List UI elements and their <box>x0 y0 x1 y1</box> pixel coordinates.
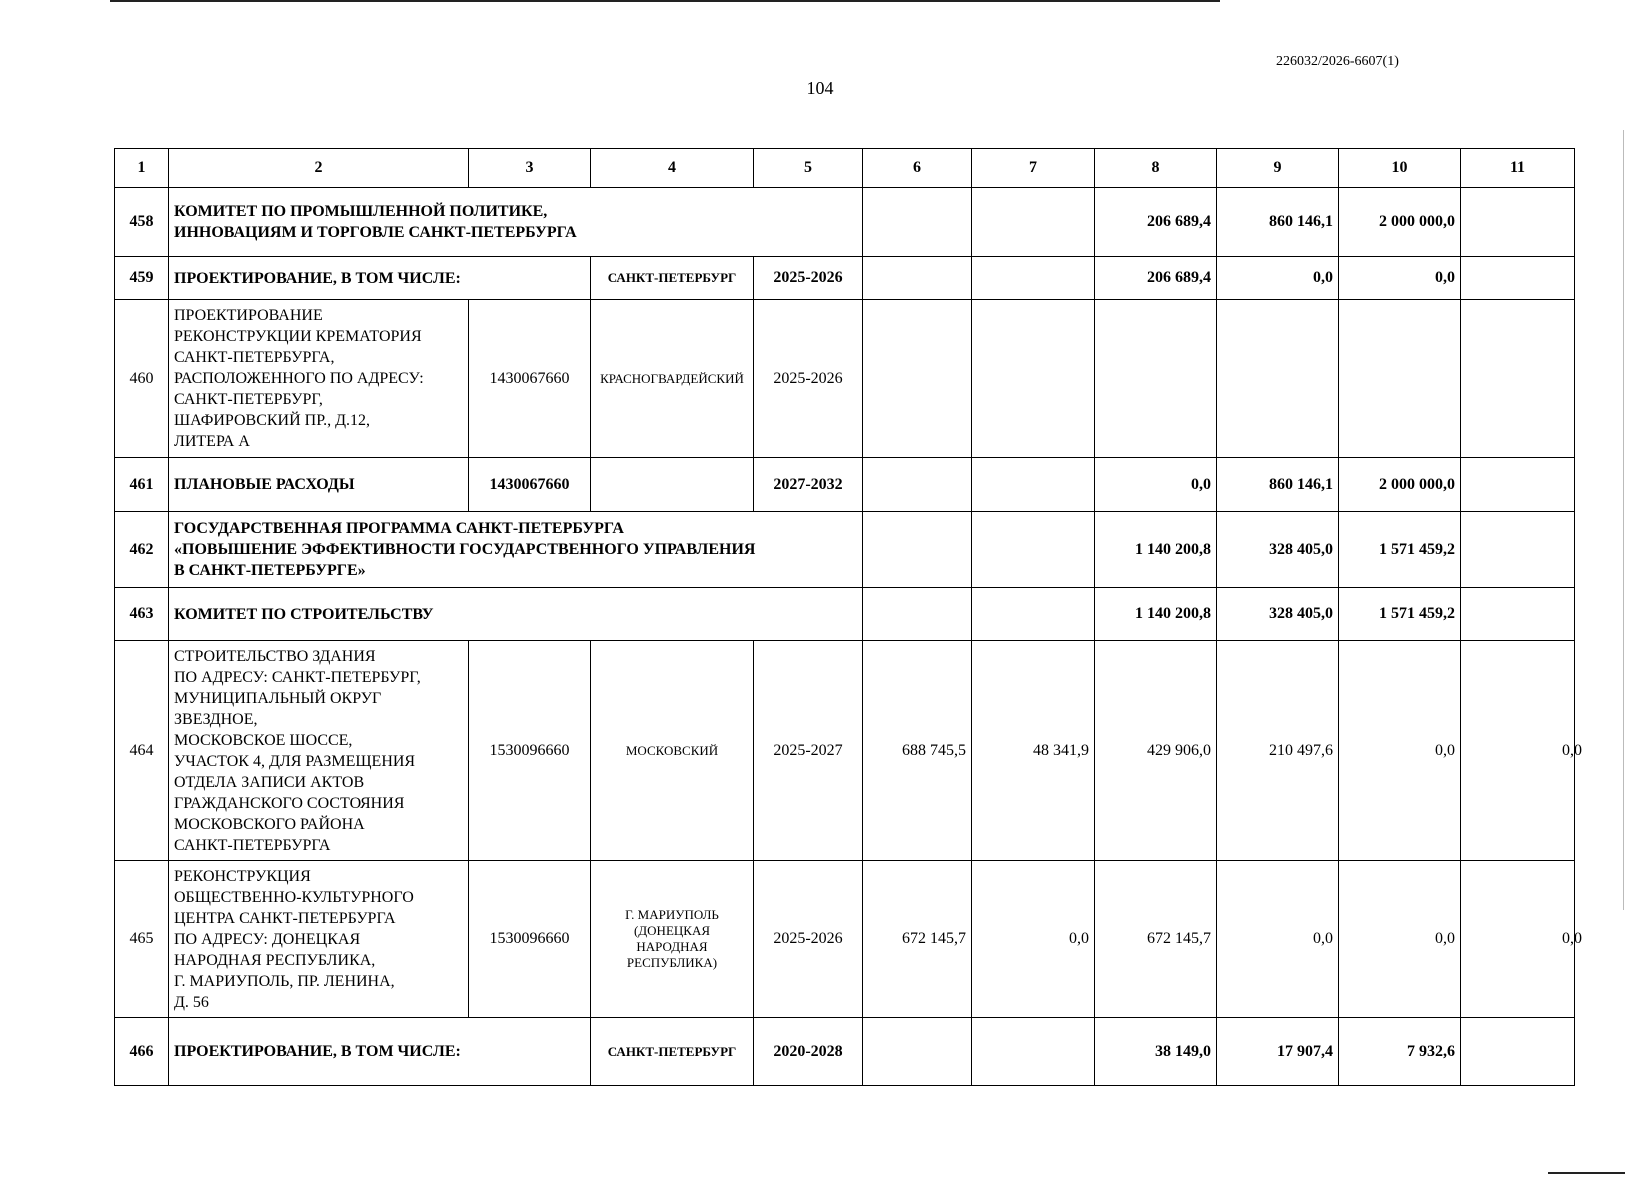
row-name: ПРОЕКТИРОВАНИЕ РЕКОНСТРУКЦИИ КРЕМАТОРИЯ САНКТ-ПЕТЕРБУРГА, РАСПОЛОЖЕННОГО ПО АДРЕСУ: САНКТ-ПЕТЕРБУРГ, ШАФИРОВСКИЙ ПР., Д.12, ЛИТЕРА А <box>169 300 469 458</box>
period-cell: 2025-2026 <box>754 300 863 458</box>
table-row <box>115 1018 1575 1086</box>
column-header: 1 <box>115 149 169 188</box>
table-row <box>115 257 1575 300</box>
value-cell <box>1461 300 1575 458</box>
district-cell: САНКТ-ПЕТЕРБУРГ <box>591 257 754 300</box>
column-header: 4 <box>591 149 754 188</box>
table-row <box>115 458 1575 512</box>
period-cell: 2025-2026 <box>754 861 863 1018</box>
value-cell <box>1461 188 1575 257</box>
value-cell <box>972 512 1095 588</box>
value-cell <box>1095 300 1217 458</box>
code-cell: 1430067660 <box>469 300 591 458</box>
district-cell: САНКТ-ПЕТЕРБУРГ <box>591 1018 754 1086</box>
value-cell <box>1461 257 1575 300</box>
table-row <box>115 641 1575 861</box>
column-header: 6 <box>863 149 972 188</box>
row-number: 465 <box>115 861 169 1018</box>
column-header: 8 <box>1095 149 1217 188</box>
value-cell: 7 932,6 <box>1339 1018 1461 1086</box>
value-cell: 48 341,9 <box>972 641 1095 861</box>
value-cell: 2 000 000,0 <box>1339 458 1461 512</box>
value-cell <box>1461 588 1575 641</box>
period-cell: 2025-2026 <box>754 257 863 300</box>
row-name: КОМИТЕТ ПО СТРОИТЕЛЬСТВУ <box>169 588 863 641</box>
row-number: 460 <box>115 300 169 458</box>
row-number: 459 <box>115 257 169 300</box>
value-cell: 0,0 <box>1339 257 1461 300</box>
value-cell <box>863 512 972 588</box>
value-cell <box>863 300 972 458</box>
value-cell: 17 907,4 <box>1217 1018 1339 1086</box>
budget-table <box>114 148 1582 1086</box>
value-cell: 860 146,1 <box>1217 188 1339 257</box>
row-number: 464 <box>115 641 169 861</box>
value-cell: 328 405,0 <box>1217 512 1339 588</box>
value-cell: 0,0 <box>1339 861 1461 1018</box>
row-number: 458 <box>115 188 169 257</box>
value-cell: 429 906,0 <box>1095 641 1217 861</box>
period-cell: 2027-2032 <box>754 458 863 512</box>
period-cell: 2020-2028 <box>754 1018 863 1086</box>
value-cell: 0,0 <box>972 861 1095 1018</box>
value-cell: 0,0 <box>1095 458 1217 512</box>
value-cell <box>972 458 1095 512</box>
column-header: 9 <box>1217 149 1339 188</box>
value-text: 0,0 <box>1562 741 1582 759</box>
district-cell: Г. МАРИУПОЛЬ (ДОНЕЦКАЯ НАРОДНАЯ РЕСПУБЛИКА) <box>591 861 754 1018</box>
column-header: 7 <box>972 149 1095 188</box>
district-cell: МОСКОВСКИЙ <box>591 641 754 861</box>
page-number: 104 <box>806 78 834 98</box>
district-cell <box>591 458 754 512</box>
value-cell <box>863 1018 972 1086</box>
scan-edge-top <box>110 0 1220 2</box>
value-cell: 1 140 200,8 <box>1095 588 1217 641</box>
row-name: СТРОИТЕЛЬСТВО ЗДАНИЯ ПО АДРЕСУ: САНКТ-ПЕТЕРБУРГ, МУНИЦИПАЛЬНЫЙ ОКРУГ ЗВЕЗДНОЕ, МОСКОВСКОЕ ШОССЕ, УЧАСТОК 4, ДЛЯ РАЗМЕЩЕНИЯ ОТДЕЛА ЗАПИСИ АКТОВ ГРАЖДАНСКОГО СОСТОЯНИЯ МОСКОВСКОГО РАЙОНА САНКТ-ПЕТЕРБУРГА <box>169 641 469 861</box>
value-cell: 688 745,5 <box>863 641 972 861</box>
value-cell <box>1461 641 1582 861</box>
row-name: ПЛАНОВЫЕ РАСХОДЫ <box>169 458 469 512</box>
table-row <box>115 188 1575 257</box>
value-cell <box>972 300 1095 458</box>
value-cell <box>972 1018 1095 1086</box>
value-cell <box>1461 861 1582 1018</box>
value-cell: 210 497,6 <box>1217 641 1339 861</box>
value-cell: 0,0 <box>1217 861 1339 1018</box>
value-cell <box>1217 300 1339 458</box>
row-number: 463 <box>115 588 169 641</box>
column-header: 5 <box>754 149 863 188</box>
column-header-row <box>115 149 1575 188</box>
column-header: 2 <box>169 149 469 188</box>
value-cell <box>972 257 1095 300</box>
value-cell <box>863 588 972 641</box>
scan-edge-bottom <box>1548 1172 1625 1174</box>
value-cell <box>1461 458 1575 512</box>
value-cell <box>863 188 972 257</box>
value-text: 0,0 <box>1562 930 1582 947</box>
column-header: 3 <box>469 149 591 188</box>
code-cell: 1530096660 <box>469 641 591 861</box>
value-cell: 860 146,1 <box>1217 458 1339 512</box>
row-number: 466 <box>115 1018 169 1086</box>
table-row <box>115 588 1575 641</box>
value-cell <box>972 588 1095 641</box>
district-cell: КРАСНОГВАРДЕЙСКИЙ <box>591 300 754 458</box>
value-cell <box>1461 1018 1575 1086</box>
row-name: КОМИТЕТ ПО ПРОМЫШЛЕННОЙ ПОЛИТИКЕ, ИННОВАЦИЯМ И ТОРГОВЛЕ САНКТ-ПЕТЕРБУРГА <box>169 188 863 257</box>
value-cell: 0,0 <box>1339 641 1461 861</box>
value-cell: 38 149,0 <box>1095 1018 1217 1086</box>
value-cell: 2 000 000,0 <box>1339 188 1461 257</box>
value-cell <box>863 257 972 300</box>
row-number: 462 <box>115 512 169 588</box>
row-name: РЕКОНСТРУКЦИЯ ОБЩЕСТВЕННО-КУЛЬТУРНОГО ЦЕНТРА САНКТ-ПЕТЕРБУРГА ПО АДРЕСУ: ДОНЕЦКАЯ НАРОДНАЯ РЕСПУБЛИКА, Г. МАРИУПОЛЬ, ПР. ЛЕНИНА, Д. 56 <box>169 861 469 1018</box>
value-cell <box>863 458 972 512</box>
code-cell: 1530096660 <box>469 861 591 1018</box>
table-row <box>115 512 1575 588</box>
row-number: 461 <box>115 458 169 512</box>
value-cell <box>1461 512 1575 588</box>
value-cell: 672 145,7 <box>863 861 972 1018</box>
column-header: 11 <box>1461 149 1575 188</box>
value-cell: 1 571 459,2 <box>1339 512 1461 588</box>
period-cell: 2025-2027 <box>754 641 863 861</box>
row-name: ПРОЕКТИРОВАНИЕ, В ТОМ ЧИСЛЕ: <box>169 1018 591 1086</box>
value-cell: 672 145,7 <box>1095 861 1217 1018</box>
value-cell <box>1339 300 1461 458</box>
row-name: ГОСУДАРСТВЕННАЯ ПРОГРАММА САНКТ-ПЕТЕРБУРГА «ПОВЫШЕНИЕ ЭФФЕКТИВНОСТИ ГОСУДАРСТВЕННОГО УПРАВЛЕНИЯ В САНКТ-ПЕТЕРБУРГЕ» <box>169 512 863 588</box>
row-name: ПРОЕКТИРОВАНИЕ, В ТОМ ЧИСЛЕ: <box>169 257 591 300</box>
table-row <box>115 861 1575 1018</box>
code-cell: 1430067660 <box>469 458 591 512</box>
document-code: 226032/2026-6607(1) <box>1276 54 1399 69</box>
value-cell: 1 571 459,2 <box>1339 588 1461 641</box>
value-cell: 206 689,4 <box>1095 188 1217 257</box>
value-cell <box>972 188 1095 257</box>
scan-edge-right <box>1623 130 1624 910</box>
column-header: 10 <box>1339 149 1461 188</box>
value-cell: 206 689,4 <box>1095 257 1217 300</box>
value-cell: 328 405,0 <box>1217 588 1339 641</box>
table-row <box>115 300 1575 458</box>
value-cell: 1 140 200,8 <box>1095 512 1217 588</box>
value-cell: 0,0 <box>1217 257 1339 300</box>
